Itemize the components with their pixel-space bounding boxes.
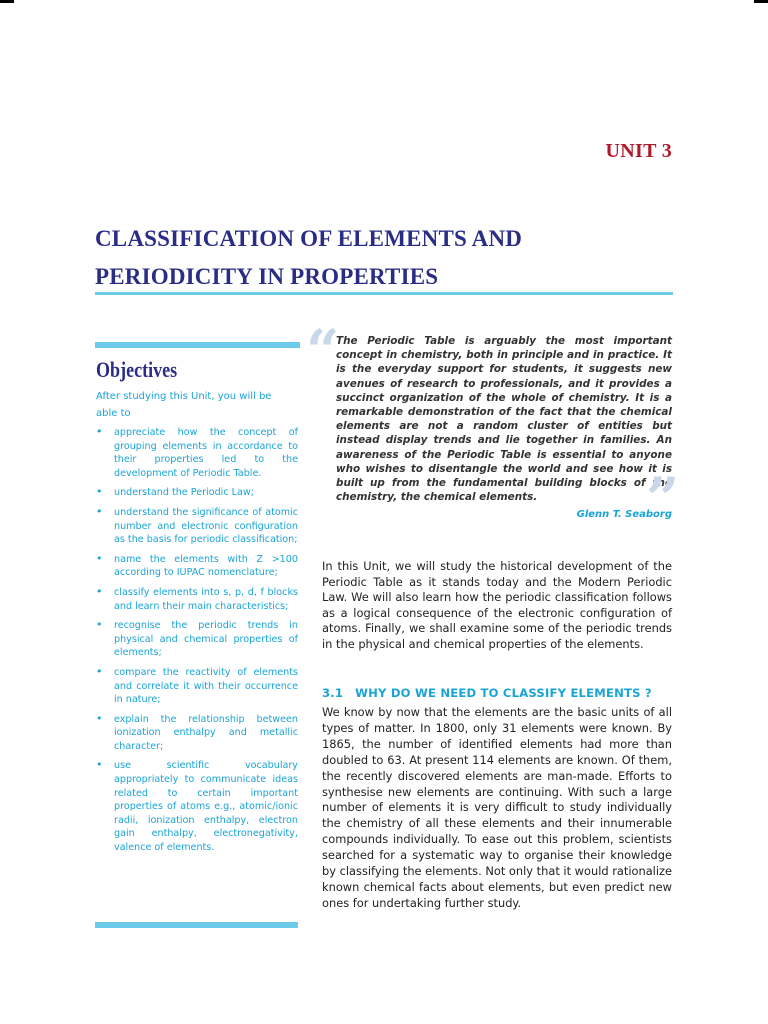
objective-item	[96, 619, 298, 660]
epigraph-quote: The Periodic Table is arguably the most important concept in chemistry, both in principle and in practice. It is the everyday support for students, it suggests new avenues of research to professionals, and it provides a succinct organization of the whole of chemistry. It is a remarkable demonstration of the fact that the chemical elements are not a random cluster of entities but instead display trends and lie together in families. An awareness of the Periodic Table is essential to anyone who wishes to disentangle the world and see how it is built up from the fundamental building blocks of the chemistry, the chemical elements.	[336, 335, 672, 504]
section-number: 3.1	[322, 686, 344, 700]
objectives-intro: After studying this Unit, you will be able to	[96, 391, 272, 419]
section-title: WHY DO WE NEED TO CLASSIFY ELEMENTS ?	[355, 686, 652, 700]
close-quote-icon: ”	[646, 465, 680, 533]
intro-paragraph: In this Unit, we will study the historical development of the Periodic Table as it stands today and the Modern Periodic Law. We will also learn how the periodic classification follows as a logical consequence of the electronic configuration of atoms. Finally, we shall examine some of the periodic trends in the physical and chemical properties of the elements.	[322, 559, 672, 651]
objective-item	[96, 586, 298, 613]
crop-mark-left	[0, 0, 14, 3]
objective-text: compare the reactivity of elements and correlate it with their occurrence in nature;	[114, 666, 298, 706]
chapter-title-line-1: CLASSIFICATION OF ELEMENTS AND	[95, 226, 523, 251]
bullet-icon: •	[96, 711, 103, 725]
objective-item	[96, 666, 298, 707]
bullet-icon: •	[96, 758, 103, 772]
quote-author: Glenn T. Seaborg	[576, 509, 672, 520]
objective-item	[96, 759, 298, 854]
objective-text: use scientific vocabulary appropriately to communicate ideas related to certain important properties of atoms e.g., atomic/ionic radii, ionization enthalpy, electron gain enthalpy, electronegativity, valence of elements.	[114, 760, 298, 854]
bullet-icon: •	[96, 425, 103, 438]
bullet-icon: •	[96, 618, 103, 632]
objective-item	[96, 713, 298, 754]
objective-text: name the elements with Z >100 according to IUPAC nomenclature;	[114, 553, 298, 579]
objectives-list	[96, 426, 298, 861]
section-body: We know by now that the elements are the basic units of all types of matter. In 1800, only 31 elements were known. By 1865, the number of identified elements had more than doubled to 63. At present 114 elements are known. Of them, the recently discovered elements are man-made. Efforts to synthesise new elements are continuing. With such a large number of elements it is very difficult to study individually the chemistry of all these elements and their innumerable compounds individually. To ease out this problem, scientists searched for a systematic way to organise their knowledge by classifying the elements. Not only that it would rationalize known chemical facts about elements, but even predict new ones for undertaking further study.	[322, 705, 672, 910]
objective-text: appreciate how the concept of grouping elements in accordance to their properties led to the development of Periodic Table.	[114, 427, 298, 479]
objective-text: classify elements into s, p, d, f blocks and learn their main characteristics;	[114, 586, 298, 612]
open-quote-icon: “	[306, 317, 340, 385]
objective-text: recognise the periodic trends in physical and chemical properties of elements;	[114, 620, 298, 659]
objectives-top-bar	[95, 342, 300, 348]
objective-item	[96, 553, 298, 580]
bullet-icon: •	[96, 551, 103, 565]
objective-text: explain the relationship between ionization enthalpy and metallic character;	[114, 713, 298, 752]
objective-item	[96, 426, 298, 480]
chapter-title-line-2: PERIODICITY IN PROPERTIES	[95, 264, 439, 289]
unit-label: UNIT 3	[605, 140, 672, 162]
bullet-icon: •	[96, 504, 103, 518]
objective-item	[96, 506, 298, 547]
bullet-icon: •	[96, 485, 103, 499]
crop-mark-right	[754, 0, 768, 3]
bullet-icon: •	[96, 664, 103, 678]
objective-text: understand the significance of atomic number and electronic configuration as the basis for periodic classification;	[114, 506, 298, 546]
bullet-icon: •	[96, 584, 103, 598]
section-heading	[322, 686, 652, 700]
chapter-title	[95, 220, 695, 296]
objectives-bottom-bar	[95, 922, 298, 928]
objectives-heading: Objectives	[96, 357, 178, 382]
title-underline	[95, 292, 673, 295]
objective-text: understand the Periodic Law;	[114, 487, 254, 499]
objective-item	[96, 486, 298, 500]
